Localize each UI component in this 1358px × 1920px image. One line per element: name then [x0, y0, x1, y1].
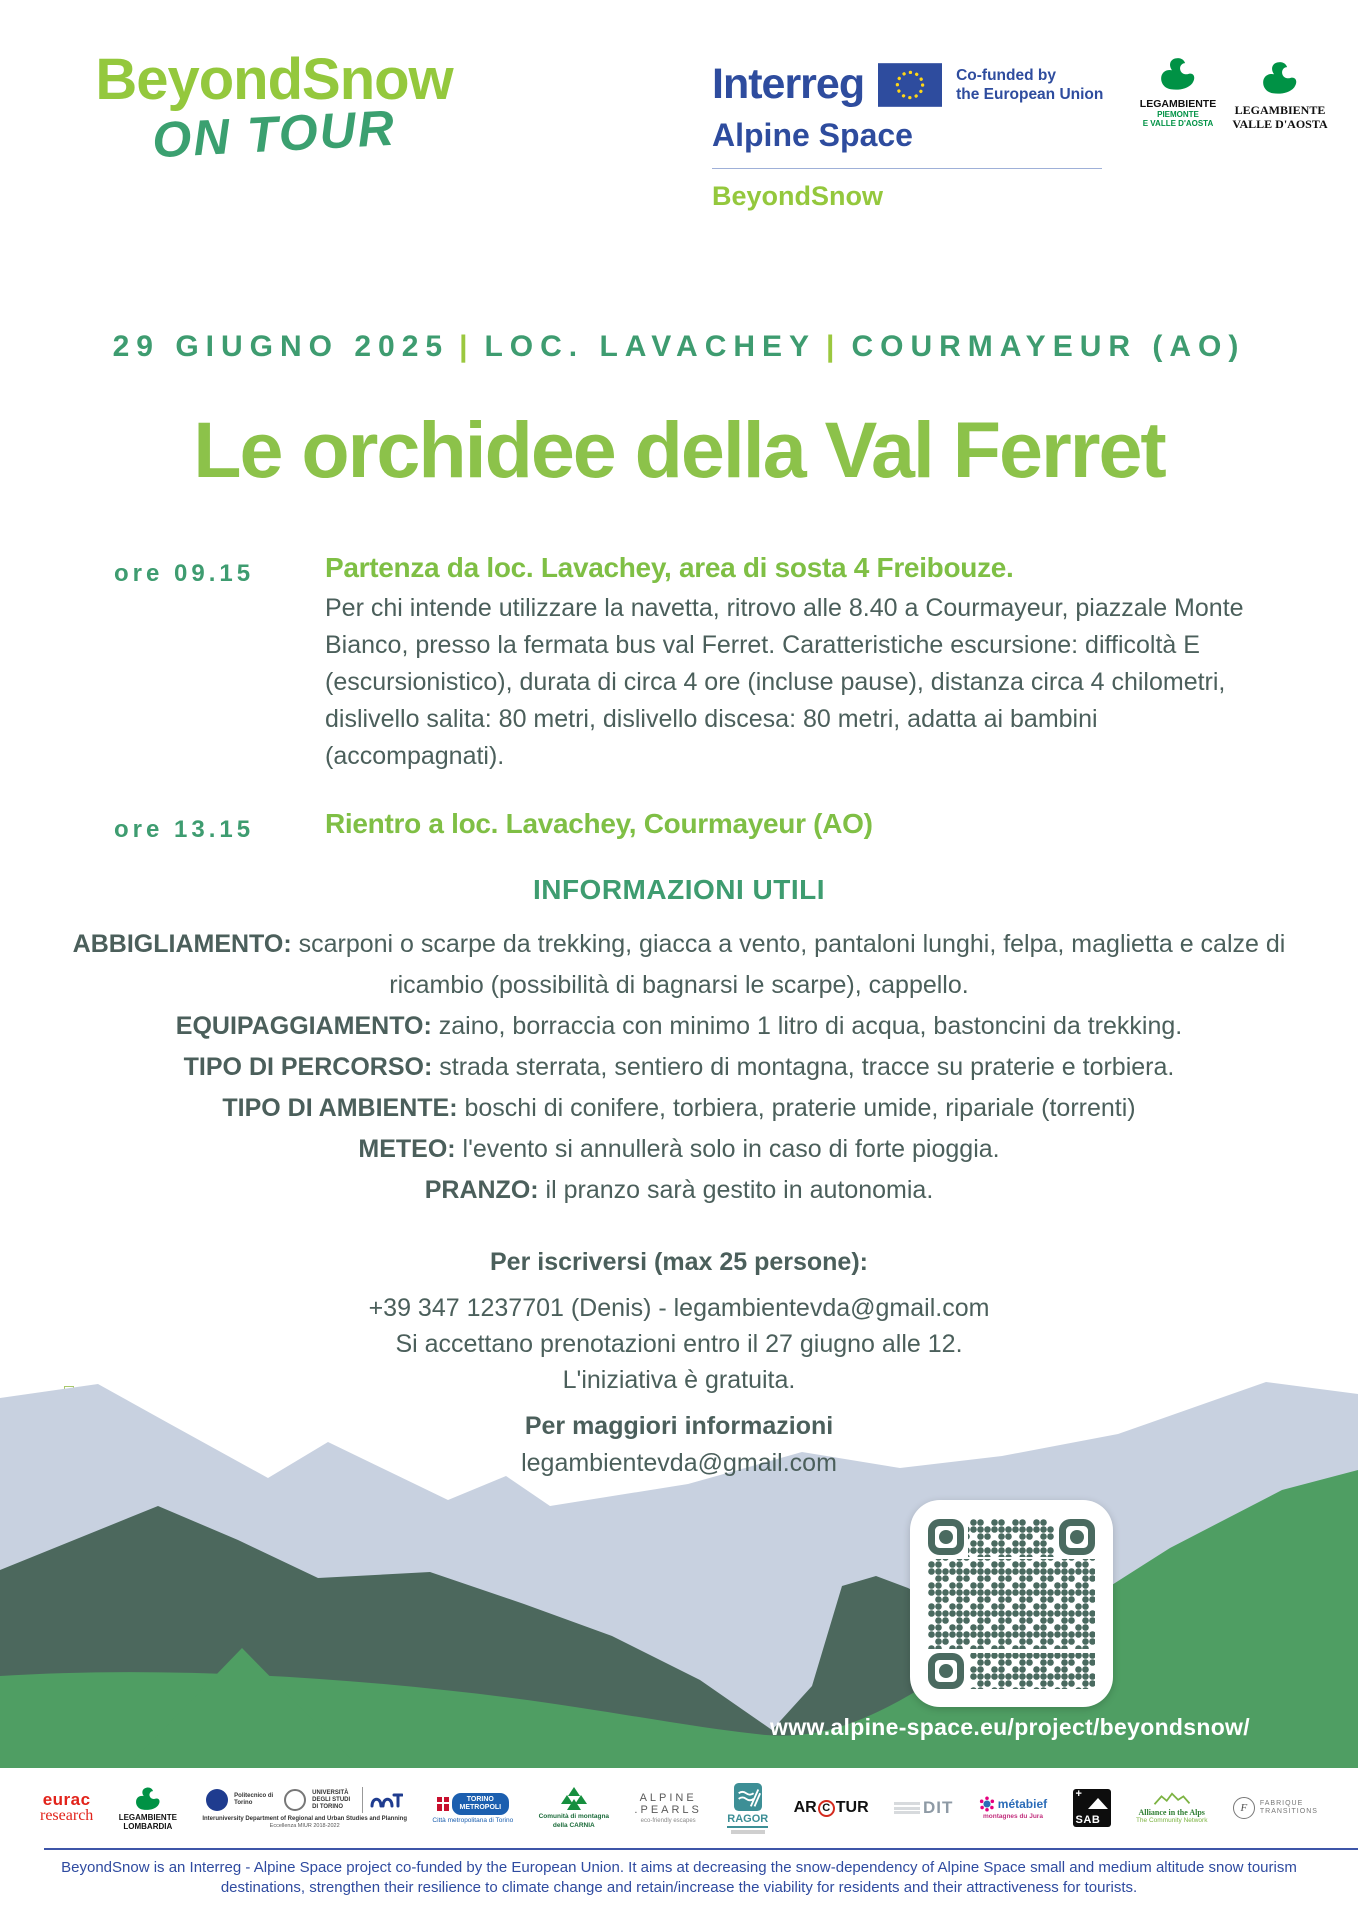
fabrique-des-transitions-logo [1233, 1797, 1318, 1819]
ragor-label: RAGOR [727, 1813, 768, 1828]
interreg-alpine-space-logo [712, 60, 1132, 212]
info-item-ambiente [44, 1088, 1314, 1129]
divider [362, 1787, 363, 1813]
torino-metropoli-pill [452, 1793, 510, 1815]
fabrique-line2: TRANSITIONS [1259, 1808, 1318, 1815]
alpine-space-text: Alpine Space [712, 117, 913, 153]
polito-label: Politecnico di Torino [234, 1793, 274, 1806]
info-text: boschi di conifere, torbiera, praterie umide, ripariale (torrenti) [457, 1094, 1136, 1122]
interreg-divider [712, 168, 1102, 169]
info-text: strada sterrata, sentiero di montagna, tracce su praterie e torbiera. [432, 1053, 1175, 1081]
legambiente-vda-name: LEGAMBIENTE [1234, 103, 1326, 117]
torino-metropoli-logo [432, 1793, 513, 1824]
legambiente-name: LEGAMBIENTE [1139, 98, 1217, 110]
fabrique-line1: FABRIQUE [1259, 1800, 1304, 1807]
registration-block [0, 1244, 1358, 1398]
legambiente-vda-region: VALLE D'AOSTA [1232, 117, 1328, 131]
info-list [44, 924, 1314, 1211]
on-tour-logo-text: ON TOUR [150, 99, 398, 169]
legambiente-vda-logo [1230, 60, 1330, 131]
cofunded-line2: the European Union [956, 85, 1104, 103]
qr-code [910, 1500, 1113, 1707]
torino-sub: Città metropolitana di Torino [432, 1816, 514, 1824]
partner-logos-strip [0, 1768, 1358, 1848]
website-url: www.alpine-space.eu/project/beyondsnow/ [770, 1714, 1250, 1740]
arctur-pre: AR [793, 1799, 817, 1816]
info-label: TIPO DI PERCORSO: [183, 1053, 433, 1081]
polito-seal-icon [206, 1789, 228, 1811]
info-label: EQUIPAGGIAMENTO: [175, 1012, 432, 1040]
sab-triangle-icon [1088, 1798, 1108, 1809]
alliance-mountains-icon [1151, 1792, 1193, 1806]
separator: | [459, 330, 475, 363]
schedule-time-2: ore 13.15 [114, 816, 255, 843]
event-date: 29 GIUGNO 2025 [112, 330, 450, 363]
event-date-line [0, 330, 1358, 364]
sab-mountain-icon [1073, 1789, 1111, 1827]
metabief-logo [979, 1796, 1047, 1820]
info-item-abbigliamento [44, 924, 1314, 1006]
alliance-line2: The Community Network [1135, 1817, 1208, 1824]
alpine-pearls-sub: eco-friendly escapes [640, 1818, 696, 1824]
info-item-percorso [44, 1047, 1314, 1088]
beyondsnow-on-tour-logo [64, 47, 484, 169]
event-town: COURMAYEUR (AO) [851, 330, 1246, 363]
dist-monogram-icon [369, 1791, 403, 1809]
alpine-pearls-line1: ALPINE [639, 1792, 697, 1804]
sab-label: SAB [1075, 1814, 1101, 1826]
registration-heading: Per iscriversi (max 25 persone): [490, 1248, 868, 1276]
info-item-equipaggiamento [44, 1006, 1314, 1047]
info-label: ABBIGLIAMENTO: [72, 930, 292, 958]
legambiente-swan-icon [1259, 60, 1301, 98]
alliance-line1: Alliance in the Alps [1138, 1808, 1205, 1817]
schedule-body-1: Per chi intende utilizzare la navetta, ritrovo alle 8.40 a Courmayeur, piazzale Monte Bianco, presso la fermata bus val Ferret. Caratteristiche escursione: difficoltà E (escursionistico), durata di circa 4 ore (incluse pause), distanza circa 4 chilometri, dislivello salita: 80 metri, dislivello discesa: 80 metri, adatta ai bambini (accompagnati). [325, 594, 1244, 770]
unito-seal-icon [284, 1789, 306, 1811]
ragor-subtext-bar [731, 1830, 765, 1834]
eurac-research-logo [40, 1792, 93, 1824]
info-item-pranzo [44, 1170, 1314, 1211]
eurac-line1: eurac [42, 1790, 91, 1809]
project-disclaimer: BeyondSnow is an Interreg - Alpine Space project co-funded by the European Union. It aims at decreasing the snow-dependency of Alpine Space small and medium altitude snow tourism destinations, strengthen their resilience to climate change and retain/increase the viability for residents and their attractiveness for tourists. [61, 1859, 1297, 1896]
dist-caption2: Eccellenza MIUR 2018-2022 [269, 1823, 340, 1829]
info-text: il pranzo sarà gestito in autonomia. [538, 1176, 934, 1204]
arctur-post: TUR [835, 1799, 869, 1816]
torino-shield-icon [437, 1797, 449, 1811]
dit-text-bars [894, 1802, 920, 1814]
unito-label: UNIVERSITÀ DEGLI STUDI DI TORINO [312, 1789, 351, 1810]
interreg-wordmark: Interreg [712, 60, 865, 108]
metabief-sub: montagnes du Jura [982, 1813, 1043, 1820]
beyondsnow-project-text: BeyondSnow [712, 181, 884, 211]
eu-flag-icon [878, 63, 942, 107]
separator: | [826, 330, 842, 363]
info-text: zaino, borraccia con minimo 1 litro di acqua, bastoncini da trekking. [431, 1012, 1183, 1040]
cofunded-line1: Co-funded by [956, 66, 1056, 84]
ragor-waves-icon [734, 1783, 762, 1811]
legambiente-swan-icon [133, 1786, 163, 1813]
legambiente-lombardia-logo [119, 1786, 177, 1831]
metabief-gear-icon [979, 1796, 995, 1812]
carnia-trees-icon [559, 1787, 589, 1811]
carnia-line1: Comunità di montagna [538, 1813, 610, 1820]
schedule-heading-2: Rientro a loc. Lavachey, Courmayeur (AO) [325, 808, 873, 839]
arctur-circled-c-icon: C [818, 1800, 835, 1817]
alpine-pearls-line2: .PEARLS [634, 1804, 702, 1816]
info-label: PRANZO: [424, 1176, 539, 1204]
alliance-in-the-alps-logo [1136, 1792, 1208, 1824]
schedule-heading-1: Partenza da loc. Lavachey, area di sosta 4 Freibouze. [325, 552, 1014, 583]
carnia-line2: della CARNIA [552, 1822, 595, 1829]
beyondsnow-logo-text: BeyondSnow [95, 47, 453, 112]
legambiente-piemonte-logo [1136, 56, 1220, 128]
eurac-line2: research [40, 1807, 94, 1824]
qr-code-pattern [928, 1519, 1095, 1689]
dit-logo [894, 1798, 953, 1818]
legambiente-lombardia-line1: LEGAMBIENTE [118, 1812, 177, 1822]
event-location: LOC. LAVACHEY [484, 330, 817, 363]
dist-caption1: Interuniversity Department of Regional and Urban Studies and Planning [202, 1816, 408, 1822]
footer-rule [44, 1848, 1358, 1850]
info-label: METEO: [358, 1135, 456, 1163]
sab-plus-icon: + [1075, 1788, 1082, 1800]
info-label: TIPO DI AMBIENTE: [222, 1094, 458, 1122]
event-title: Le orchidee della Val Ferret [193, 405, 1165, 494]
fabrique-seal-icon: F [1233, 1797, 1255, 1819]
more-info-email: legambientevda@gmail.com [521, 1449, 837, 1477]
legambiente-lombardia-line2: LOMBARDIA [123, 1821, 173, 1831]
torino-line1: TORINO [466, 1795, 494, 1803]
alpine-pearls-logo [634, 1792, 701, 1824]
ragor-logo [727, 1783, 768, 1834]
info-section-title: INFORMAZIONI UTILI [532, 874, 826, 905]
carnia-logo [539, 1787, 609, 1829]
polito-unito-dist-logo [202, 1787, 407, 1829]
dit-label: DIT [923, 1798, 954, 1817]
more-info-heading: Per maggiori informazioni [524, 1412, 834, 1440]
registration-contact: +39 347 1237701 (Denis) - legambientevda@gmail.com [368, 1294, 990, 1322]
info-item-meteo [44, 1129, 1314, 1170]
cofunded-text [956, 66, 1103, 104]
registration-free-note: L'iniziativa è gratuita. [562, 1366, 796, 1394]
info-text: l'evento si annullerà solo in caso di forte pioggia. [455, 1135, 1000, 1163]
legambiente-swan-icon [1157, 56, 1199, 94]
more-info-block [0, 1412, 1358, 1478]
legambiente-region2: E VALLE D'AOSTA [1142, 119, 1214, 128]
arctur-logo [794, 1799, 869, 1817]
torino-line2: METROPOLI [459, 1803, 502, 1811]
info-text: scarponi o scarpe da trekking, giacca a vento, pantaloni lunghi, felpa, maglietta e calze di ricambio (possibilità di bagnarsi le scarpe), cappello. [291, 930, 1286, 999]
schedule-time-1: ore 09.15 [114, 560, 255, 587]
sab-logo [1073, 1789, 1111, 1827]
registration-deadline: Si accettano prenotazioni entro il 27 giugno alle 12. [395, 1330, 963, 1358]
legambiente-region1: PIEMONTE [1157, 110, 1199, 119]
metabief-label: métabief [997, 1797, 1048, 1811]
